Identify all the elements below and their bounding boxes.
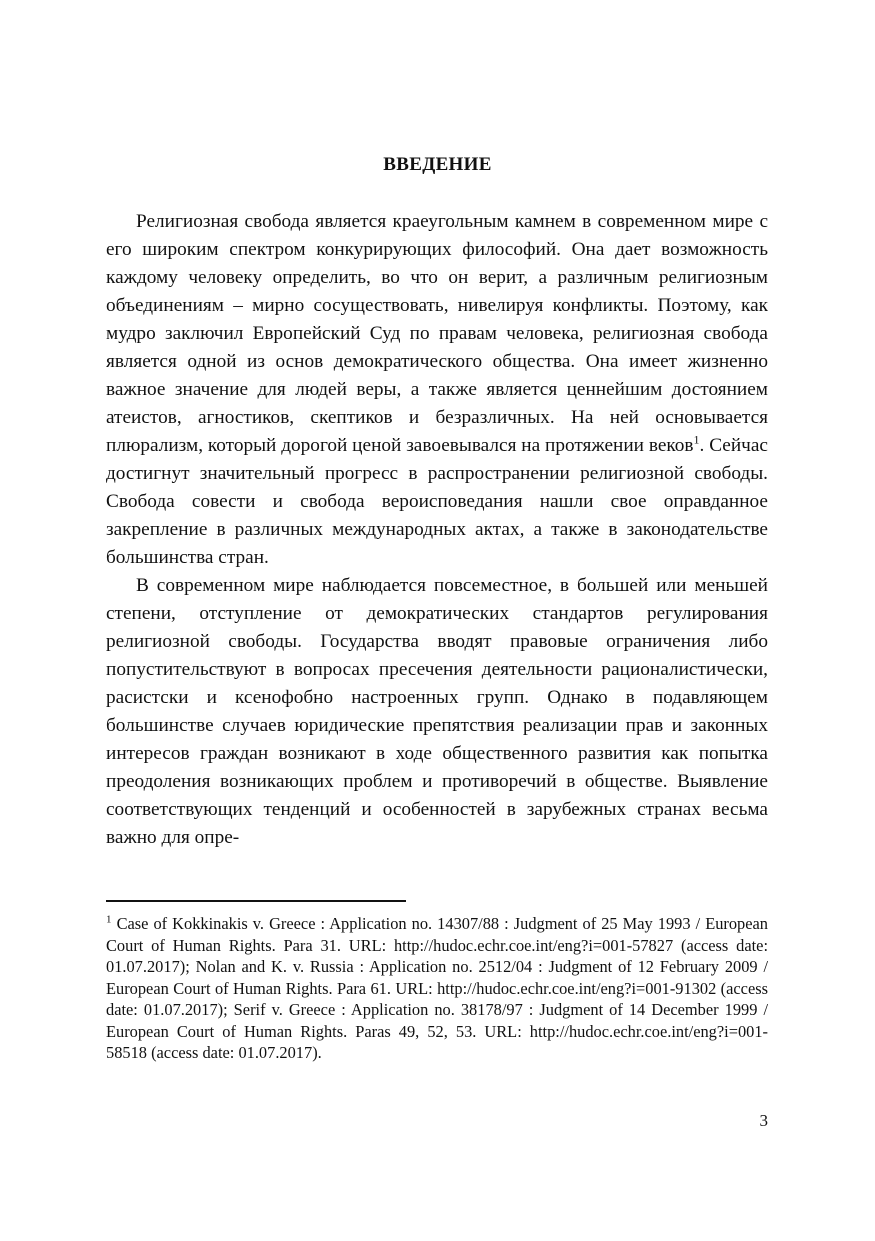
paragraph-1-text: Религиозная свобода является краеугольным камнем в современном мире с его широким спектром конкурирующих философий. Она дает возможность каждому человеку определить, во что он верит, а различным религиозным объединениям – мирно сосуществовать, нивелируя конфликты. Поэтому, как мудро заключил Европейский Суд по правам человека, религиозная свобода является одной из основ демократического общества. Она имеет жизненно важное значение для людей веры, а также является ценнейшим достоянием атеистов, агностиков, скептиков и безразличных. На ней основывается плюрализм, который дорогой ценой завоевывался на протяжении веков xyxy=(106,211,768,456)
footnote-separator xyxy=(106,900,406,902)
paragraph-1-text-continued: . Сейчас достигнут значительный прогресс в распространении религиозной свободы. Свобода совести и свобода вероисповедания нашли свое оправданное закрепление в различных международных актах, а также в законодательстве большинства стран. xyxy=(106,435,768,568)
footnote-reference: 1 xyxy=(693,432,700,447)
footnote-mark: 1 xyxy=(106,913,112,926)
page-number: 3 xyxy=(759,1111,768,1130)
main-text xyxy=(106,208,768,852)
paragraph-1 xyxy=(106,208,768,572)
page-title: ВВЕДЕНИЕ xyxy=(383,154,492,175)
footnote-text: Case of Kokkinakis v. Greece : Application no. 14307/88 : Judgment of 25 May 1993 / European Court of Human Rights. Para 31. URL: http://hudoc.echr.coe.int/eng?i=001-57827 (access date: 01.07.2017); Nolan and K. v. Russia : Application no. 2512/04 : Judgment of 12 February 2009 / European Court of Human Rights. Para 61. URL: http://hudoc.echr.coe.int/eng?i=001-91302 (access date: 01.07.2017); Serif v. Greece : Application no. 38178/97 : Judgment of 14 December 1999 / European Court of Human Rights. Paras 49, 52, 53. URL: http://hudoc.echr.coe.int/eng?i=001-58518 (access date: 01.07.2017). xyxy=(106,914,769,1062)
footnote xyxy=(106,913,768,1064)
paragraph-2: В современном мире наблюдается повсеместное, в большей или меньшей степени, отступление от демократических стандартов регулирования религиозной свободы. Государства вводят правовые ограничения либо попустительствуют в вопросах пресечения деятельности рационалистически, расистски и ксенофобно настроенных групп. Однако в подавляющем большинстве случаев юридические препятствия реализации прав и законных интересов граждан возникают в ходе общественного развития как попытка преодоления возникающих проблем и противоречий в обществе. Выявление соответствующих тенденций и особенностей в зарубежных странах весьма важно для опре- xyxy=(106,575,768,848)
